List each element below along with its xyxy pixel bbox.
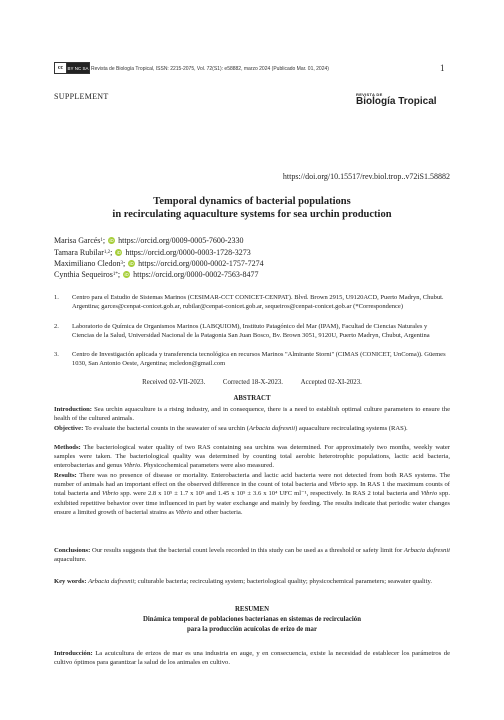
orcid-icon: iD [116,250,121,255]
abstract-conclusions: Conclusions: Our results suggests that the bacterial count levels recorded in this study can be used as a threshold or safety limit for Arbacia dufresnii aquaculture. [54,547,451,564]
doi-link[interactable]: https://doi.org/10.15517/rev.biol.trop..v72iS1.58882 [282,172,450,181]
title-line-1: Temporal dynamics of bacterial populations [153,196,351,207]
page-number: 1 [440,63,445,73]
abstract-heading: ABSTRACT [233,395,271,402]
abstract-results: Results: There was no presence of disease or mortality. Enterobacteria and lactic acid bacteria were not detected from both RAS systems. The number of animals had an important effect on the observed difference in the count of total bacteria and Vibrio spp. In RAS 1 the maximum counts of total bacteria and Vibrio spp. were 2.8 x 10⁵ ± 1.7 x 10⁵ and 1.45 x 10⁵ ± 3.6 x 10⁴ UFC ml⁻¹, respectively. In RAS 2 total bacteria and Vibrio spp. exhibited repetitive behavior over time influenced in part by water exchange and mainly by feeding. The results indicate that periodic water changes ensure a limited growth of bacterial strains as Vibrio and other bacteria. [54,472,451,516]
affiliation-item [54,293,450,311]
author-name: Marisa Garcés [54,236,101,245]
author-row: Cynthia Sequeiros 1* ; iD https://orcid.org/0000-0002-7563-8477 [54,270,259,279]
affiliation-number: 3. [54,351,59,358]
resumen-title-line-2: para la producción acuícolas de erizo de mar [187,626,317,633]
affiliation-number: 1. [54,294,59,301]
corrected-date: Corrected 18-X-2023. [222,379,283,386]
journal-logo [356,92,452,107]
author-orcid-link[interactable]: https://orcid.org/0000-0002-1757-7274 [138,259,264,268]
author-row: Marisa Garcés 1 ; iD https://orcid.org/0009-0005-7600-2330 [54,236,244,245]
abstract-introduction: Introduction: Sea urchin aquaculture is a rising industry, and in consequence, there is a need to establish optimal culture parameters to ensure the health of the cultured animals. [54,406,450,423]
title-line-2: in recirculating aquaculture systems for sea urchin production [112,209,392,220]
keywords: Key words: Arbacia dufresnii; culturable bacteria; recirculating system; bacteriological quality; physicochemical parameters; seawater quality. [54,578,432,585]
accepted-date: Accepted 02-XI-2023. [300,379,362,386]
affiliation-number: 2. [54,323,59,330]
resumen-title-line-1: Dinámica temporal de poblaciones bacterianas en sistemas de recirculación [143,616,361,623]
license-terms: BY NC SA [67,63,89,73]
received-date: Received 02-VII-2023. [142,379,206,386]
affiliation-text: Laboratorio de Química de Organismos Marinos (LABQUIOM), Instituto Patagónico del Mar (IPAM), Facultad de Ciencias Naturales y Ciencias de la Salud, Universidad Nacional de la Patagonia San Juan Bosco, Bv. Brown 3051, 9120U, Puerto Madryn, Chubut, Argentina [72,323,430,339]
resumen-introduction: Introducción: La acuicultura de erizos de mar es una industria en auge, y en consecuencia, existe la necesidad de establecer los parámetros de cultivo óptimos para garantizar la salud de los animales en cultivo. [54,650,450,667]
author-orcid-link[interactable]: https://orcid.org/0000-0003-1728-3273 [125,248,251,257]
author-row: Tamara Rubilar 1,2 ; iD https://orcid.org/0000-0003-1728-3273 [54,248,251,257]
author-name: Cynthia Sequeiros [54,270,113,279]
orcid-icon: iD [124,272,129,277]
author-name: Maximiliano Cledon [54,259,121,268]
abstract-objective: Objective: To evaluate the bacterial counts in the seawater of sea urchin (Arbacia dufresnii) aquaculture recirculating systems (RAS). [54,425,408,432]
logo-small-text: REVISTA DE [356,92,383,97]
author-name: Tamara Rubilar [54,248,104,257]
orcid-icon: iD [109,238,114,243]
journal-citation: Revista de Biología Tropical, ISSN: 2215-2075, Vol. 72(S1): e58882, marzo 2024 (Publicado Mar. 01, 2024) [91,66,329,72]
article-dates [54,379,450,386]
orcid-icon: iD [129,261,134,266]
author-row: Maximiliano Cledon 3 ; iD https://orcid.org/0000-0002-1757-7274 [54,259,264,268]
author-orcid-link[interactable]: https://orcid.org/0000-0002-7563-8477 [133,270,259,279]
affiliation-text: Centro para el Estudio de Sistemas Marinos (CESIMAR-CCT CONICET-CENPAT). Blvd. Brown 2915, U9120ACD, Puerto Madryn, Chubut. Argentina; garces@cenpat-conicet.gob.ar, rubilar@cenpat-conicet.gob.ar, sequeiros@cenpat-conicet.gob.ar (*Correspondence) [72,294,444,310]
logo-title: Biología Tropical [356,96,437,107]
license-badge [54,62,90,74]
author-orcid-link[interactable]: https://orcid.org/0009-0005-7600-2330 [118,236,244,245]
abstract-methods: Methods: The bacteriological water quality of two RAS containing sea urchins was determined. For approximately two months, weekly water samples were taken. The bacteriological quality was determined by counting total aerobic heterotrophic populations, lactic acid bacteria, enterobacterias and genus Vibrio. Physicochemical parameters were also measured. [54,444,450,470]
resumen-heading: RESUMEN [235,606,269,613]
affiliation-item [54,350,450,368]
section-label: SUPPLEMENT [54,92,109,101]
affiliation-item [54,322,450,340]
article-title [54,195,450,221]
affiliation-text: Centro de Investigación aplicada y transferencia tecnológica en recursos Marinos "Almirante Storni" (CIMAS (CONICET, UnComa)). Güemes 1030, San Antonio Oeste, Argentina; mcledon@gmail.com [72,351,446,367]
cc-icon: cc [55,63,67,73]
